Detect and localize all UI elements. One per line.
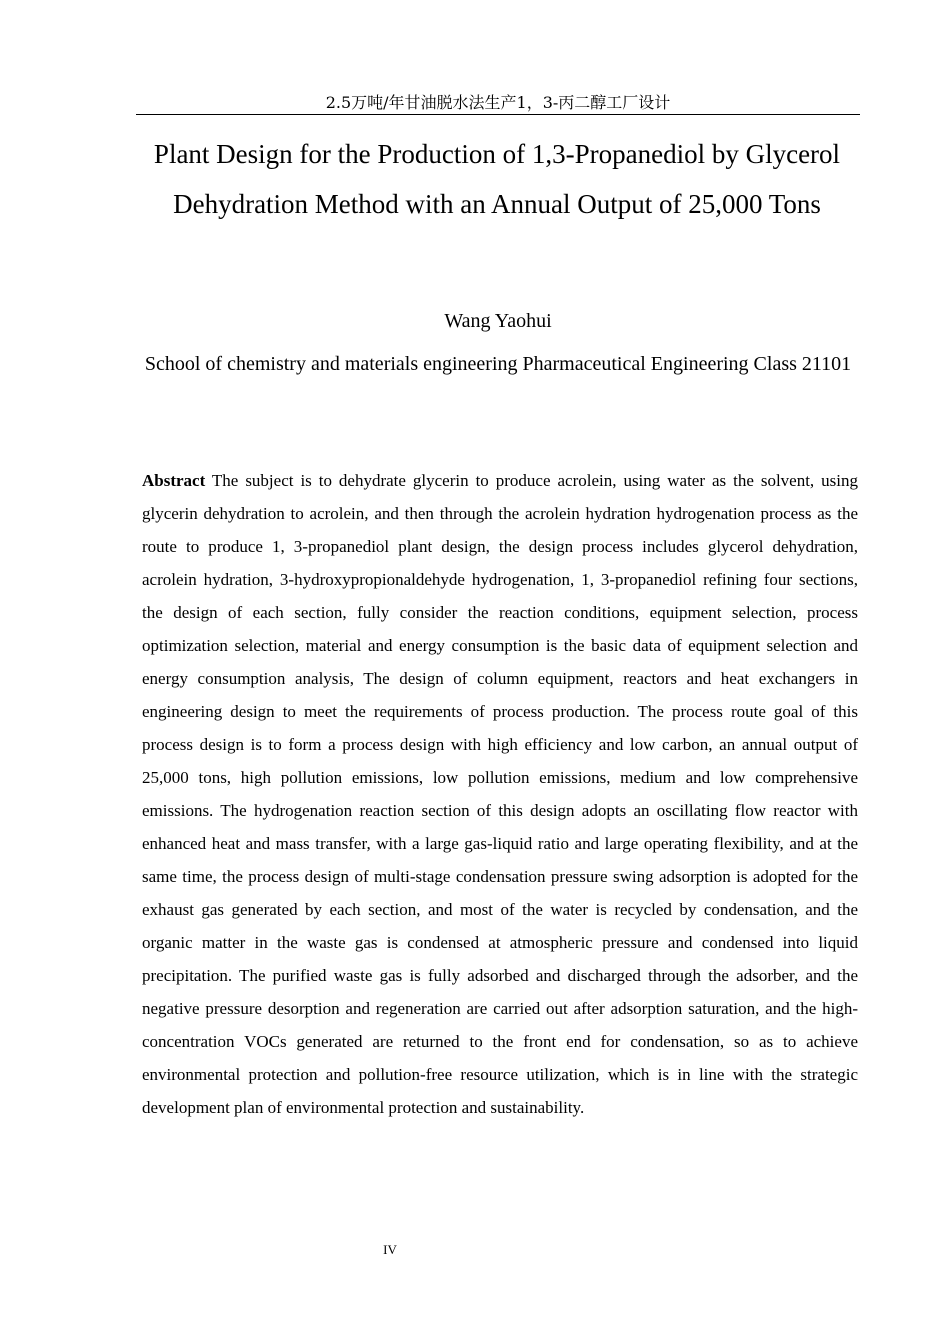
abstract-paragraph (142, 464, 858, 1124)
author-name: Wang Yaohui (444, 310, 552, 332)
paper-title: Plant Design for the Production of 1,3-Propanediol by Glycerol Dehydration Method with an Annual Output of 25,000 Tons (153, 139, 841, 219)
abstract-text: The subject is to dehydrate glycerin to produce acrolein, using water as the solvent, using glycerin dehydration to acrolein, and then through the acrolein hydration hydrogenation process as the route to produce 1, 3-propanediol plant design, the design process includes glycerol dehydration, acrolein hydration, 3-hydroxypropionaldehyde hydrogenation, 1, 3-propanediol refining four sections, the design of each section, fully consider the reaction conditions, equipment selection, process optimization selection, material and energy consumption is the basic data of equipment selection and energy consumption analysis, The design of column equipment, reactors and heat exchangers in engineering design to meet the requirements of process production. The process route goal of this process design is to form a process design with high efficiency and low carbon, an annual output of 25,000 tons, high pollution emissions, low pollution emissions, medium and low comprehensive emissions. The hydrogenation reaction section of this design adopts an oscillating flow reactor with enhanced heat and mass transfer, with a large gas-liquid ratio and large operating flexibility, and at the same time, the process design of multi-stage condensation pressure swing adsorption is adopted for the exhaust gas generated by each section, and most of the water is recycled by condensation, and the organic matter in the waste gas is condensed at atmospheric pressure and condensed into liquid precipitation. The purified waste gas is fully adsorbed and discharged through the adsorber, and the negative pressure desorption and regeneration are carried out after adsorption saturation, and the high-concentration VOCs generated are returned to the front end for condensation, so as to achieve environmental protection and pollution-free resource utilization, which is in line with the strategic development plan of environmental protection and sustainability. (142, 471, 858, 1117)
abstract-label: Abstract (142, 471, 206, 490)
running-header (136, 92, 860, 115)
author-affiliation: School of chemistry and materials engineering Pharmaceutical Engineering Class 21101 (144, 353, 852, 375)
running-header-text: 2.5万吨/年甘油脱水法生产1，3-丙二醇工厂设计 (325, 93, 671, 112)
page-number: IV (383, 1242, 397, 1257)
